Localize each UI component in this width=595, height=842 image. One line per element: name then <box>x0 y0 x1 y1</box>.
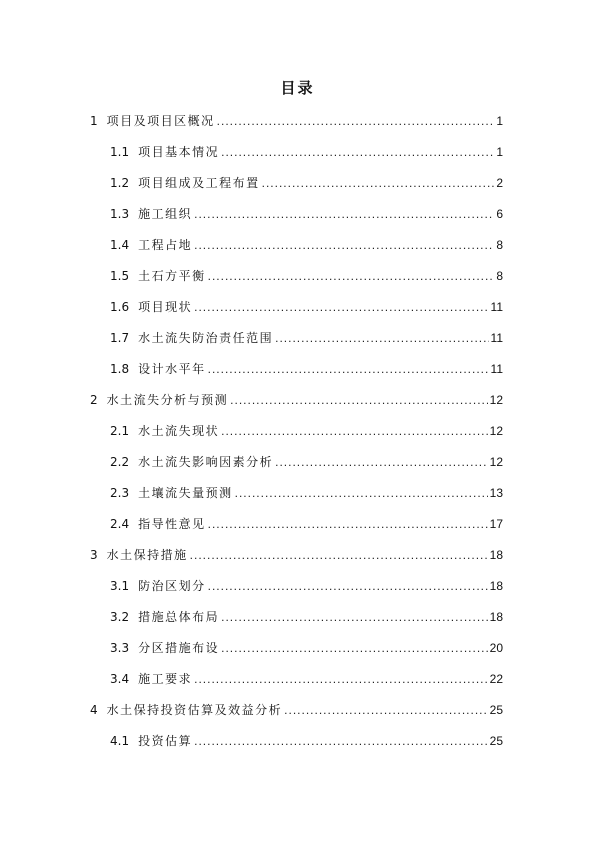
page-title: 目录 <box>280 79 315 97</box>
dot-leader <box>194 298 488 316</box>
toc-entry-page-number: 11 <box>490 300 503 314</box>
toc-entry-page-number: 18 <box>489 610 503 624</box>
toc-entry-label: 指导性意见 <box>138 517 206 531</box>
dot-leader <box>221 639 488 657</box>
toc-entry-label: 项目及项目区概况 <box>106 114 215 128</box>
toc-entry-label: 水土保持措施 <box>106 548 188 562</box>
toc-entry-label: 水土保持投资估算及效益分析 <box>106 703 283 717</box>
toc-entry-label: 土壤流失量预测 <box>138 486 233 500</box>
toc-entry-page-number: 8 <box>496 238 503 252</box>
toc-entry-label: 水土流失影响因素分析 <box>138 455 274 469</box>
toc-entry-number: 4 <box>90 703 98 717</box>
toc-entry-number: 4.1 <box>110 734 130 748</box>
toc-entry-page-number: 13 <box>489 486 503 500</box>
toc-entry-page-number: 1 <box>496 145 503 159</box>
dot-leader <box>221 608 488 626</box>
toc-entry-page-number: 18 <box>489 579 503 593</box>
toc-entry[interactable] <box>110 298 503 316</box>
toc-entry-page-number: 18 <box>489 548 503 562</box>
toc-entry-page-number: 8 <box>496 269 503 283</box>
dot-leader <box>230 391 487 409</box>
toc-entry-number: 3.2 <box>110 610 130 624</box>
dot-leader <box>208 360 489 378</box>
dot-leader <box>262 174 495 192</box>
toc-entry-label: 项目基本情况 <box>138 145 220 159</box>
toc-entry[interactable] <box>90 546 503 564</box>
dot-leader <box>221 422 488 440</box>
toc-entry-label: 施工组织 <box>138 207 193 221</box>
toc-entry-label: 投资估算 <box>138 734 193 748</box>
toc-entry-label: 水土流失现状 <box>138 424 220 438</box>
toc-entry[interactable] <box>110 608 503 626</box>
toc-entry-page-number: 11 <box>490 362 503 376</box>
toc-entry-number: 1.6 <box>110 300 130 314</box>
toc-entry-page-number: 20 <box>489 641 503 655</box>
toc-entry-number: 3.1 <box>110 579 130 593</box>
toc-entry-number: 3 <box>90 548 98 562</box>
toc-entry[interactable] <box>90 391 503 409</box>
toc-entry[interactable] <box>110 639 503 657</box>
toc-entry-label: 防治区划分 <box>138 579 206 593</box>
toc-entry-label: 项目组成及工程布置 <box>138 176 260 190</box>
dot-leader <box>284 701 487 719</box>
toc-entry[interactable] <box>110 360 503 378</box>
dot-leader <box>194 732 488 750</box>
toc-entry-number: 1 <box>90 114 98 128</box>
toc-entry-number: 1.3 <box>110 207 130 221</box>
dot-leader <box>208 267 495 285</box>
dot-leader <box>275 453 488 471</box>
dot-leader <box>208 577 488 595</box>
toc-entry[interactable] <box>110 422 503 440</box>
toc-entry-page-number: 6 <box>496 207 503 221</box>
toc-entry-number: 1.7 <box>110 331 130 345</box>
toc-entry-page-number: 12 <box>489 424 503 438</box>
dot-leader <box>275 329 488 347</box>
toc-entry-number: 2.4 <box>110 517 130 531</box>
toc-entry-number: 1.8 <box>110 362 130 376</box>
toc-entry[interactable] <box>110 515 503 533</box>
toc-entry[interactable] <box>110 453 503 471</box>
dot-leader <box>235 484 488 502</box>
toc-entry[interactable] <box>110 236 503 254</box>
dot-leader <box>194 670 488 688</box>
dot-leader <box>217 112 495 130</box>
toc-entry-page-number: 11 <box>490 331 503 345</box>
toc-entry-number: 3.4 <box>110 672 130 686</box>
toc-entry[interactable] <box>110 267 503 285</box>
toc-entry-number: 2 <box>90 393 98 407</box>
toc-entry[interactable] <box>90 112 503 130</box>
toc-entry-label: 施工要求 <box>138 672 193 686</box>
toc-entry-page-number: 12 <box>489 455 503 469</box>
dot-leader <box>190 546 488 564</box>
toc-entry-label: 水土流失防治责任范围 <box>138 331 274 345</box>
toc-entry-label: 项目现状 <box>138 300 193 314</box>
toc-entry-number: 1.2 <box>110 176 130 190</box>
toc-entry[interactable] <box>110 143 503 161</box>
toc-entry-number: 3.3 <box>110 641 130 655</box>
toc-entry[interactable] <box>110 670 503 688</box>
toc-entry[interactable] <box>110 174 503 192</box>
toc-entry-number: 2.1 <box>110 424 130 438</box>
toc-entry[interactable] <box>110 329 503 347</box>
toc-entry[interactable] <box>90 701 503 719</box>
toc-entry-page-number: 22 <box>489 672 503 686</box>
toc-entry-label: 分区措施布设 <box>138 641 220 655</box>
toc-entry-number: 1.4 <box>110 238 130 252</box>
toc-entry-page-number: 2 <box>496 176 503 190</box>
toc-entry[interactable] <box>110 484 503 502</box>
dot-leader <box>208 515 488 533</box>
toc-entry-label: 土石方平衡 <box>138 269 206 283</box>
dot-leader <box>194 236 494 254</box>
toc-entry-number: 1.1 <box>110 145 130 159</box>
toc-entry-label: 措施总体布局 <box>138 610 220 624</box>
toc-entry-label: 工程占地 <box>138 238 193 252</box>
toc-entry-label: 设计水平年 <box>138 362 206 376</box>
toc-entry-number: 2.3 <box>110 486 130 500</box>
toc-entry-page-number: 25 <box>489 734 503 748</box>
toc-entry-number: 1.5 <box>110 269 130 283</box>
toc-entry[interactable] <box>110 205 503 223</box>
toc-entry-page-number: 12 <box>489 393 503 407</box>
toc-entry-label: 水土流失分析与预测 <box>106 393 229 407</box>
dot-leader <box>194 205 494 223</box>
toc-entry-page-number: 25 <box>489 703 503 717</box>
toc-entry-page-number: 1 <box>496 114 503 128</box>
toc-entry[interactable] <box>110 577 503 595</box>
toc-entry[interactable] <box>110 732 503 750</box>
dot-leader <box>221 143 494 161</box>
toc-entry-number: 2.2 <box>110 455 130 469</box>
toc-entry-page-number: 17 <box>489 517 503 531</box>
